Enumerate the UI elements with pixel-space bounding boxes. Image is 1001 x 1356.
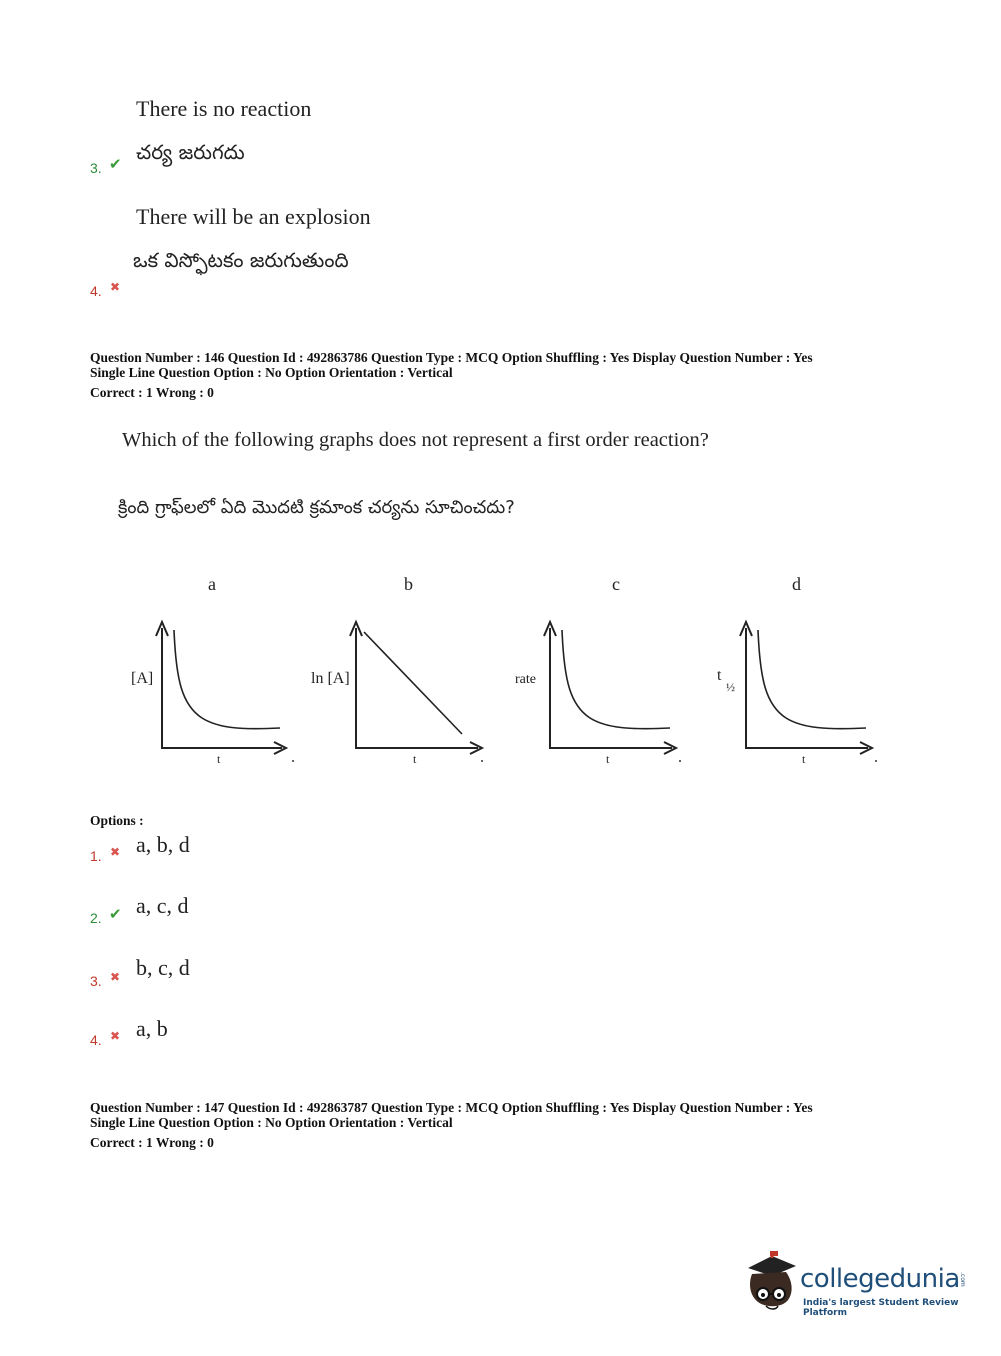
graph-c-curve <box>562 630 670 729</box>
graph-d-curve <box>758 630 866 729</box>
option-2-text: a, c, d <box>136 893 189 918</box>
graph-c-axes <box>550 628 672 748</box>
graph-d-x-label: t <box>802 752 806 766</box>
prev-option-4-number: 4. <box>90 283 102 299</box>
graphs-figure <box>110 570 900 770</box>
graph-c-y-label: rate <box>515 672 536 687</box>
graph-d-y-label-subscript: ½ <box>726 680 735 694</box>
logo-wordmark: collegedunia <box>800 1264 960 1294</box>
check-icon: ✔ <box>109 155 122 173</box>
graph-b-title: b <box>404 574 413 594</box>
graph-b-y-label: ln [A] <box>311 670 350 687</box>
option-3-text: b, c, d <box>136 955 190 980</box>
question-146-meta-line2: Single Line Question Option : No Option Orientation : Vertical <box>90 365 453 380</box>
graphs-svg <box>110 570 900 770</box>
options-heading: Options : <box>90 813 144 828</box>
cross-icon: ✖ <box>110 970 121 984</box>
graph-a-x-label: t <box>217 752 221 766</box>
graph-d-axes <box>746 628 868 748</box>
question-146-meta-line3: Correct : 1 Wrong : 0 <box>90 385 214 400</box>
question-146-text-telugu: క్రింది గ్రాఫ్‌లలో ఏది మొదటి క్రమాంక చర్యను సూచించదు? <box>118 497 515 518</box>
question-147-meta-line3: Correct : 1 Wrong : 0 <box>90 1135 214 1150</box>
prev-option-3-english: There is no reaction <box>136 96 312 121</box>
graph-b-line <box>364 632 462 734</box>
question-146-meta-line1: Question Number : 146 Question Id : 492863786 Question Type : MCQ Option Shuffling : Yes Display Question Number : Yes <box>90 350 813 365</box>
question-147-meta-line2: Single Line Question Option : No Option Orientation : Vertical <box>90 1115 453 1130</box>
graph-a-title: a <box>208 574 216 594</box>
graph-d-title: d <box>792 574 801 594</box>
cross-icon: ✖ <box>110 845 121 859</box>
prev-option-4-english: There will be an explosion <box>136 204 371 229</box>
graph-a-curve <box>174 630 280 729</box>
option-2-number: 2. <box>90 910 102 926</box>
cross-icon: ✖ <box>110 1029 121 1043</box>
option-3-number: 3. <box>90 973 102 989</box>
graph-c-title: c <box>612 574 620 594</box>
option-1-text: a, b, d <box>136 832 190 857</box>
option-4-text: a, b <box>136 1016 168 1041</box>
prev-option-4-telugu: ఒక విస్ఫోటకం జరుగుతుంది <box>133 248 349 272</box>
graph-a-axes <box>162 628 282 748</box>
option-4-number: 4. <box>90 1032 102 1048</box>
graph-b-x-label: t <box>413 752 417 766</box>
logo-domain-suffix: .com <box>959 1272 966 1287</box>
graph-d-y-label: t <box>717 667 722 684</box>
graph-a-y-label: [A] <box>131 670 154 687</box>
logo-tagline: India's largest Student Review Platform <box>803 1298 959 1318</box>
collegedunia-mascot-icon <box>742 1250 802 1314</box>
option-1-number: 1. <box>90 848 102 864</box>
graph-c-x-label: t <box>606 752 610 766</box>
cross-icon: ✖ <box>110 280 121 294</box>
prev-option-3-telugu: చర్య జరుగదు <box>136 140 245 164</box>
question-146-text-english: Which of the following graphs does not represent a first order reaction? <box>122 429 709 451</box>
question-147-meta-line1: Question Number : 147 Question Id : 492863787 Question Type : MCQ Option Shuffling : Yes Display Question Number : Yes <box>90 1100 813 1115</box>
check-icon: ✔ <box>109 905 122 923</box>
prev-option-3-number: 3. <box>90 160 102 176</box>
